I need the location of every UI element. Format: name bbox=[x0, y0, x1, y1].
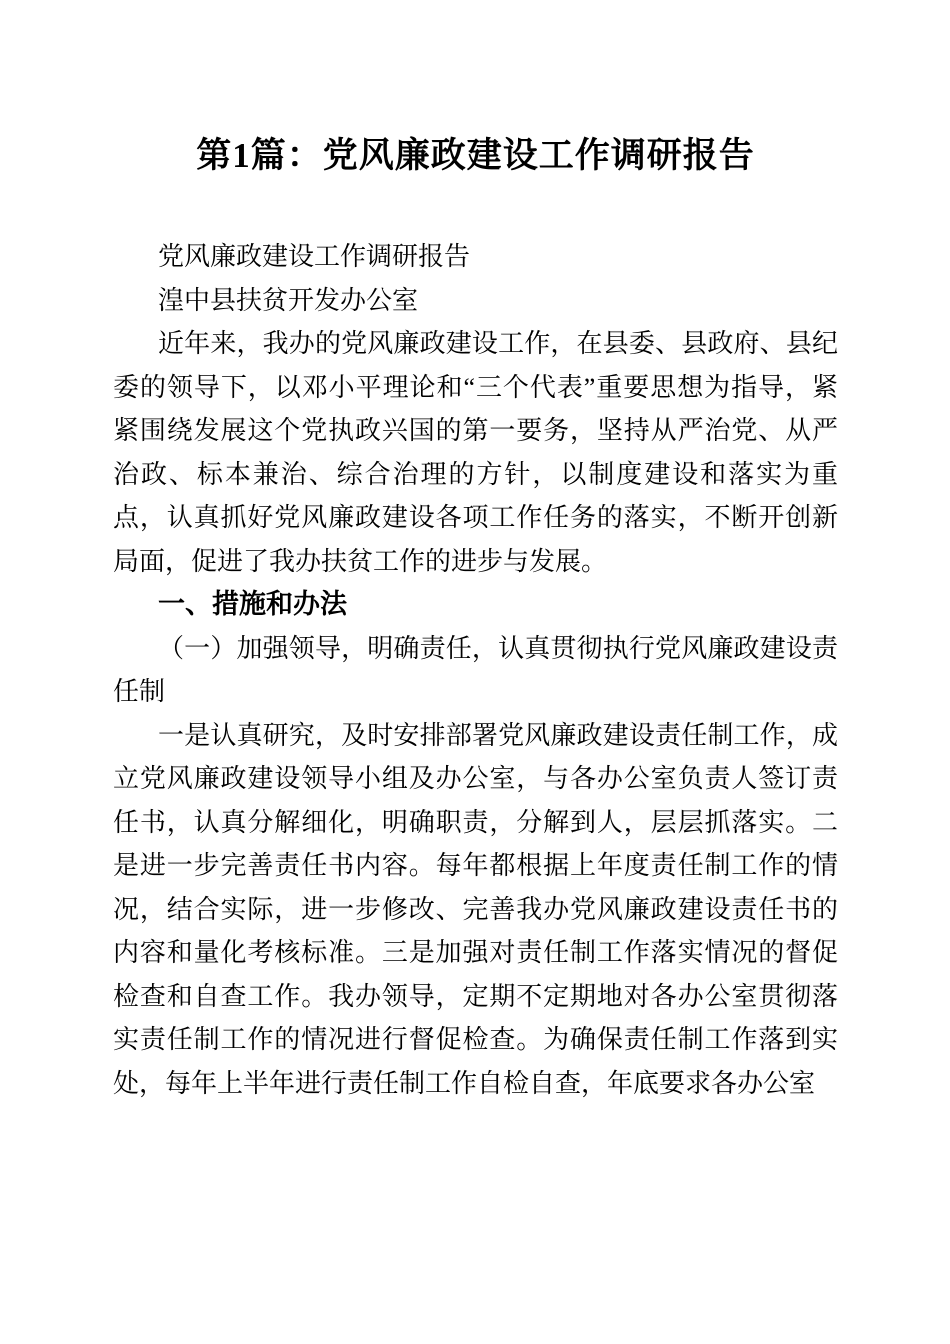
document-title: 第1篇：党风廉政建设工作调研报告 bbox=[196, 136, 755, 175]
paragraph-intro: 近年来，我办的党风廉政建设工作，在县委、县政府、县纪委的领导下，以邓小平理论和“三个代表”重要思想为指导，紧紧围绕发展这个党执政兴国的第一要务，坚持从严治党、从严治政、标本兼治、综合治理的方针，以制度建设和落实为重点，认真抓好党风廉政建设各项工作任务的落实，不断开创新局面，促进了我办扶贫工作的进步与发展。 bbox=[113, 329, 838, 576]
paragraph-report-title: 党风廉政建设工作调研报告 bbox=[158, 242, 471, 271]
paragraph-measures-detail: 一是认真研究，及时安排部署党风廉政建设责任制工作，成立党风廉政建设领导小组及办公室，与各办公室负责人签订责任书，认真分解细化，明确职责，分解到人，层层抓落实。二是进一步完善责任书内容。每年都根据上年度责任制工作的情况，结合实际，进一步修改、完善我办党风廉政建设责任书的内容和量化考核标准。三是加强对责任制工作落实情况的督促检查和自查工作。我办领导，定期不定期地对各办公室贯彻落实责任制工作的情况进行督促检查。为确保责任制工作落到实处，每年上半年进行责任制工作自检自查，年底要求各办公室 bbox=[113, 720, 838, 1098]
paragraph-organization: 湟中县扶贫开发办公室 bbox=[158, 285, 419, 315]
section-heading-measures: 一、措施和办法 bbox=[158, 589, 347, 619]
paragraph-subsection-heading: （一）加强领导，明确责任，认真贯彻执行党风廉政建设责任制 bbox=[113, 633, 838, 706]
